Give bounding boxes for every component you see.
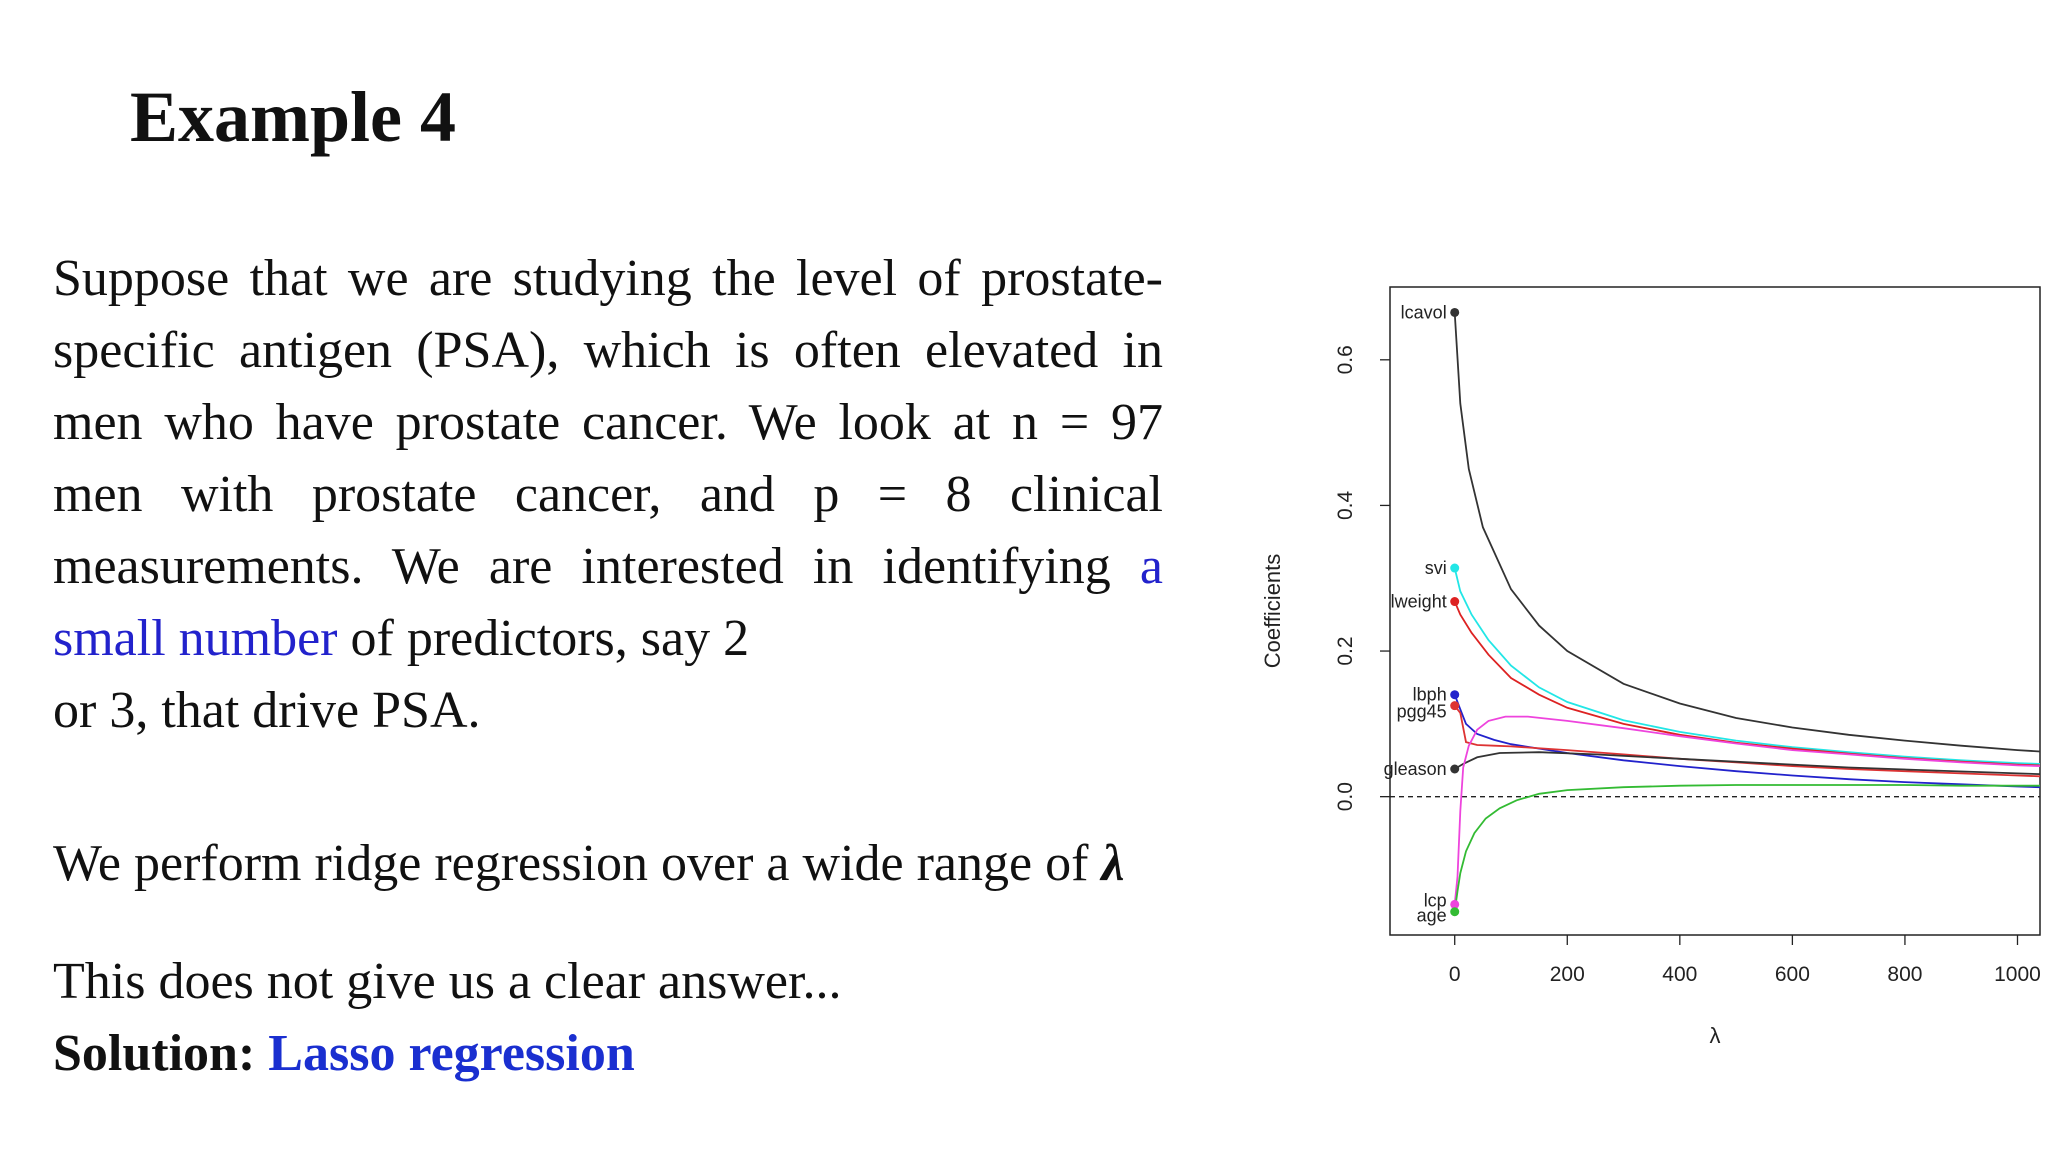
x-tick-label: 400 (1662, 963, 1698, 986)
x-tick-label: 600 (1774, 963, 1810, 986)
series-line-lweight (1455, 602, 2040, 766)
x-tick-label: 1000 (1994, 963, 2041, 986)
y-tick-label: 0.6 (1334, 345, 1357, 375)
slide-title: Example 4 (130, 77, 457, 157)
series-label-lcavol: lcavol (1400, 302, 1447, 323)
series-label-svi: svi (1424, 558, 1447, 579)
x-tick-label: 800 (1887, 963, 1923, 986)
highlight-small-number: a small number (53, 538, 1163, 667)
series-label-gleason: gleason (1383, 758, 1447, 779)
ridge-coefficient-chart (1240, 270, 2048, 1070)
y-axis-label: Coefficients (1260, 553, 1285, 669)
series-line-age (1455, 785, 2040, 912)
y-tick-label: 0.0 (1334, 782, 1357, 812)
solution-value: Lasso regression (268, 1025, 635, 1082)
solution-line (53, 1018, 635, 1090)
series-line-pgg45 (1455, 706, 2040, 777)
series-point-age (1450, 907, 1459, 916)
series-label-lcp: lcp (1423, 890, 1447, 911)
intro-text-end: or 3, that drive PSA. (53, 682, 481, 739)
series-label-age: age (1416, 905, 1447, 926)
solution-label: Solution: (53, 1025, 256, 1082)
y-tick-label: 0.2 (1334, 636, 1357, 666)
x-tick-label: 0 (1448, 963, 1461, 986)
lambda-symbol: λ (1101, 835, 1125, 892)
x-tick-label: 200 (1549, 963, 1585, 986)
series-line-svi (1455, 568, 2040, 764)
unclear-statement: This does not give us a clear answer... (53, 953, 842, 1010)
series-point-lcavol (1450, 308, 1459, 317)
intro-text-start: Suppose that we are studying the level of prostate-specific antigen (PSA), which is often elevated in men who have prostate cancer. We look at n = 97 men with prostate cancer, and p = 8 clinical measurements. We are interested in identifying (53, 250, 1163, 595)
series-point-lweight (1450, 597, 1459, 606)
y-tick-label: 0.4 (1334, 490, 1357, 521)
ridge-statement (53, 828, 1124, 900)
ridge-text: We perform ridge regression over a wide range of (53, 835, 1102, 892)
intro-paragraph (53, 243, 1163, 747)
plot-frame (1390, 287, 2040, 935)
intro-text-mid: of predictors, say 2 (337, 610, 750, 667)
series-point-svi (1450, 564, 1459, 573)
series-label-pgg45: pgg45 (1396, 701, 1447, 722)
x-axis-label: λ (1709, 1023, 1721, 1048)
series-point-pgg45 (1450, 701, 1459, 710)
series-line-gleason (1455, 752, 2040, 774)
series-point-lbph (1450, 690, 1459, 699)
series-label-lweight: lweight (1390, 591, 1447, 612)
series-point-gleason (1450, 764, 1459, 773)
series-label-lbph: lbph (1412, 684, 1447, 705)
series-line-lcavol (1455, 313, 2040, 752)
